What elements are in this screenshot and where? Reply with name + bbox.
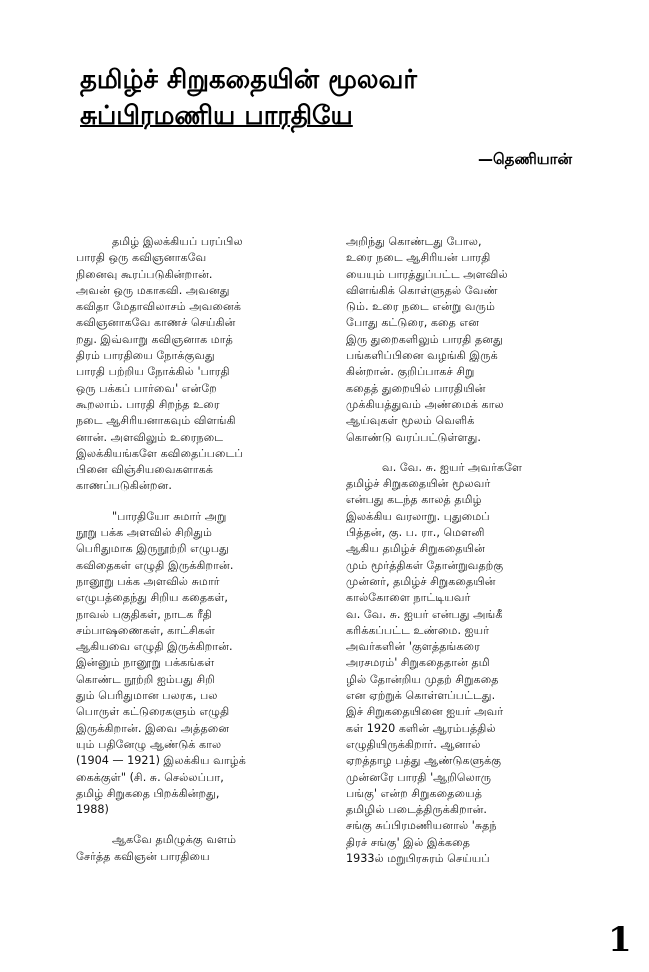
text-line: பாரதி பற்றிய நோக்கில் 'பாரதி	[76, 365, 230, 379]
text-line: பொருள் கட்டுரைகளும் எழுதி	[76, 705, 230, 719]
text-line: எழுதியிருக்கிறார். ஆனால்	[346, 737, 481, 751]
paragraph-gap	[76, 495, 334, 509]
text-line: தமிழ்ச் சிறுகதையின் மூலவர்	[346, 477, 491, 491]
text-line: அறிந்து கொண்டது போல,	[346, 235, 482, 248]
text-line: ஆகிய தமிழ்ச் சிறுகதையின்	[346, 542, 485, 556]
text-line: கரிக்கப்பட்ட உண்மை. ஐயர்	[346, 623, 490, 637]
text-line: முன்னரே பாரதி 'ஆறிலொரு	[346, 770, 492, 784]
text-line: 1988)	[76, 803, 109, 817]
text-line: அரசமரம்' சிறுகதைதான் தமி	[346, 656, 490, 670]
text-line: ழில் தோன்றிய முதற் சிறுகதை	[346, 672, 499, 686]
text-line: "பாரதியோ சுமார் அறு	[112, 509, 227, 523]
text-line: முக்கியத்துவம் அண்மைக் கால	[346, 397, 504, 411]
text-line: கொண்டு வரப்பட்டுள்ளது.	[346, 430, 481, 444]
text-line: தமிழ் இலக்கியப் பரப்பில	[112, 235, 243, 248]
text-line: யும் பதினேழு ஆண்டுக் கால	[76, 737, 222, 751]
text-line: திரச் சங்கு' இல் இக்கதை	[346, 835, 470, 849]
text-line: காணப்படுகின்றன.	[76, 479, 172, 493]
text-line: சேர்த்த கவிஞன் பாரதியை	[76, 849, 210, 863]
text-line: நானூறு பக்க அளவில் சுமார்	[76, 574, 220, 588]
text-line: ஆகியவை எழுதி இருக்கிறான்.	[76, 640, 233, 654]
text-line: இலக்கிய வரலாறு. புதுமைப்	[346, 509, 490, 523]
paragraph-gap	[76, 818, 334, 832]
text-line: போது கட்டுரை, கதை என	[346, 316, 480, 330]
text-line: கால்கோளை நாட்டியவர்	[346, 591, 471, 605]
text-line: மும் மூர்த்திகள் தோன்றுவதற்கு	[346, 558, 504, 572]
text-line: முன்னர், தமிழ்ச் சிறுகதையின்	[346, 574, 496, 588]
page-number: 1	[608, 920, 632, 960]
article-title	[80, 62, 550, 134]
text-line: ஏறத்தாழ பத்து ஆண்டுகளுக்கு	[346, 754, 502, 768]
paragraph-gap	[346, 446, 596, 460]
text-line: நினைவு கூரப்படுகின்றான்.	[76, 267, 213, 281]
text-line: நூறு பக்க அளவில் சிறிதும்	[76, 526, 213, 540]
text-line: கவிதா மேதாவிலாசம் அவனைக்	[76, 300, 241, 314]
text-line: தும் பெரிதுமான பலரக, பல	[76, 689, 218, 703]
text-line: றது. இவ்வாறு கவிஞனாக மாத்	[76, 332, 233, 346]
text-line: கவிஞனாகவே காணச் செய்கின்	[76, 316, 236, 330]
text-line: (1904 — 1921) இலக்கிய வாழ்க்	[76, 754, 246, 768]
text-line: உரை நடை ஆசிரியன் பாரதி	[346, 251, 491, 265]
text-line: கள் 1920 களின் ஆரம்பத்தில்	[346, 721, 496, 735]
text-line: ஒரு பக்கப் பார்வை' என்றே	[76, 381, 217, 395]
left-column	[76, 234, 334, 865]
text-line: கூறலாம். பாரதி சிறந்த உரை	[76, 397, 220, 411]
text-line: எழுபத்தைந்து சிறிய கதைகள்,	[76, 591, 228, 605]
text-line: கின்றான். குறிப்பாகச் சிறு	[346, 365, 475, 379]
text-line: பித்தன், கு. ப. ரா., மௌனி	[346, 526, 485, 540]
text-line: பெரிதுமாக இருநூற்றி எழுபது	[76, 542, 229, 556]
text-line: வ. வே. சு. ஐயர் அவர்களே	[382, 460, 523, 474]
text-line: என ஏற்றுக் கொள்ளப்பட்டது.	[346, 689, 496, 703]
text-line: அவர்களின் 'குளத்தங்கரை	[346, 640, 480, 654]
text-line: பாரதி ஒரு கவிஞனாகவே	[76, 251, 207, 265]
text-line: அவன் ஒரு மகாகவி. அவனது	[76, 283, 230, 297]
text-line: டும். உரை நடை என்று வரும்	[346, 300, 495, 314]
right-column	[346, 234, 596, 867]
text-line: பங்களிப்பினை வழங்கி இருக்	[346, 349, 498, 363]
text-line: பினை விஞ்சியவைகளாகக்	[76, 463, 213, 477]
text-line: 1933ல் மறுபிரசுரம் செய்யப்	[346, 851, 490, 865]
text-line: பங்கு' என்ற சிறுகதையைத்	[346, 786, 482, 800]
text-line: இரு துறைகளிலும் பாரதி தனது	[346, 332, 503, 346]
text-line: தமிழ் சிறுகதை பிறக்கின்றது,	[76, 786, 220, 800]
text-line: இருக்கிறான். இவை அத்தனை	[76, 721, 230, 735]
text-line: நாவல் பகுதிகள், நாடக ரீதி	[76, 607, 212, 621]
text-line: விளங்கிக் கொள்ளுதல் வேண்	[346, 283, 498, 297]
text-line: நடை ஆசிரியனாகவும் விளங்கி	[76, 414, 236, 428]
text-line: வ. வே. சு. ஐயர் என்பது அங்கீ	[346, 607, 503, 621]
text-line: திரம் பாரதியை நோக்குவது	[76, 349, 215, 363]
text-line: இன்னும் நானூறு பக்கங்கள்	[76, 656, 215, 670]
text-line: யையும் பாரத்துப்பட்ட அளவில்	[346, 267, 508, 281]
title-line-2: சுப்பிரமணிய பாரதியே	[80, 101, 353, 131]
text-line: சம்பாஷணைகள், காட்சிகள்	[76, 623, 215, 637]
text-line: சங்கு சுப்பிரமணியனால் 'சுதந்	[346, 819, 497, 833]
author-byline: —தெணியான்	[478, 150, 572, 168]
text-line: என்பது கடந்த காலத் தமிழ்	[346, 493, 482, 507]
text-line: னான். அளவிலும் உரைநடை	[76, 430, 224, 444]
text-line: ஆய்வுகள் மூலம் வெளிக்	[346, 414, 475, 428]
text-line: தமிழில் படைத்திருக்கிறான்.	[346, 803, 487, 817]
text-line: இலக்கியங்களே கவிதைப்படைப்	[76, 446, 243, 460]
text-line: கொண்ட நூற்றி ஐம்பது சிறி	[76, 672, 215, 686]
title-line-1: தமிழ்ச் சிறுகதையின் மூலவர்	[80, 65, 417, 95]
text-line: கதைத் துறையில் பாரதியின்	[346, 381, 486, 395]
text-line: கைக்குள்" (சி. சு. செல்லப்பா,	[76, 770, 224, 784]
text-line: ஆகவே தமிழுக்கு வளம்	[112, 833, 237, 847]
text-line: கவிதைகள் எழுதி இருக்கிறான்.	[76, 558, 234, 572]
text-line: இச் சிறுகதையினை ஐயர் அவர்	[346, 705, 504, 719]
